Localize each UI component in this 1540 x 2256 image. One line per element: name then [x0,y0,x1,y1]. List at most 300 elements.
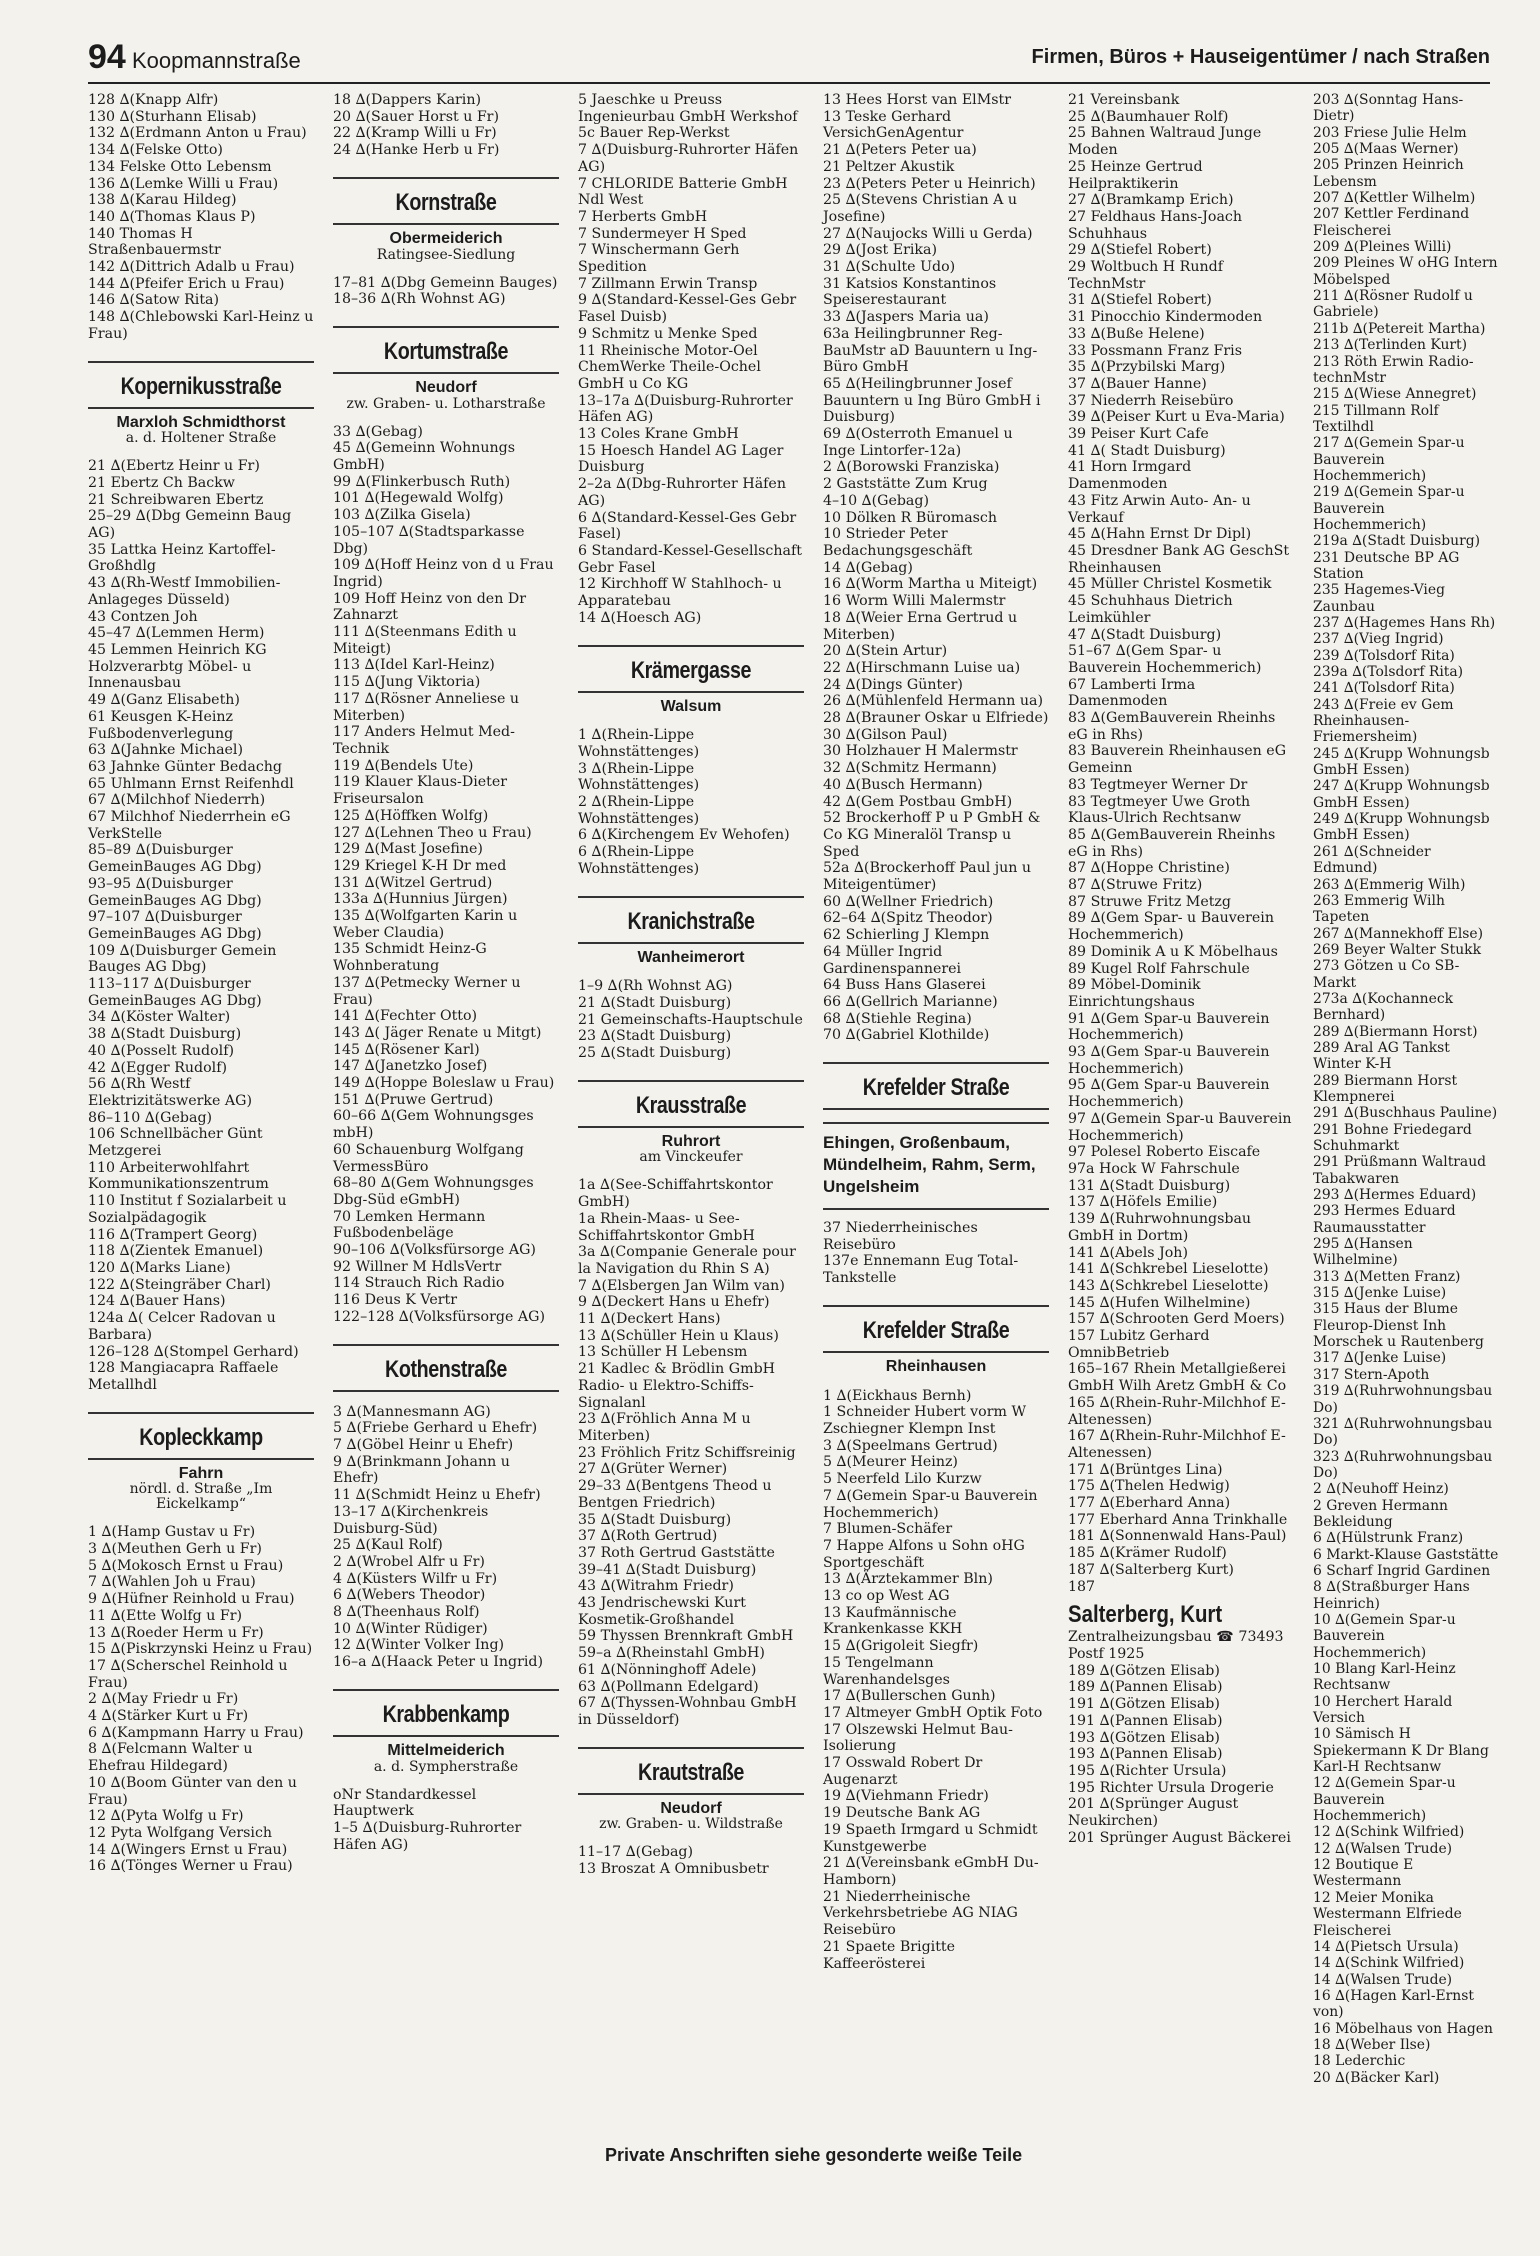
directory-entry: 21 Peltzer Akustik [823,158,955,175]
directory-entry: 7 Happe Alfons u Sohn oHG Sportgeschäft [823,1537,1025,1571]
directory-entry: 122 ∆(Steingräber Charl) [88,1276,271,1293]
directory-entry: 6 Scharf Ingrid Gardinen [1313,1562,1491,1579]
directory-entry: 6 Markt-Klause Gaststätte [1313,1546,1499,1563]
directory-entry: 7 ∆(Duisburg-Ruhrorter Häfen AG) [578,142,799,175]
directory-entry: 9 ∆(Hüfner Reinhold u Frau) [88,1591,295,1608]
directory-entry: 21 Gemeinschafts-Hauptschule [578,1011,803,1028]
street-name: Krausstraße [635,1091,747,1119]
directory-entry: 14 ∆(Wingers Ernst u Frau) [88,1841,288,1858]
directory-entry: 19 Deutsche Bank AG [823,1805,981,1822]
heading-rule [578,1126,804,1128]
street-heading [88,1412,314,1513]
directory-entry: 4 ∆(Küsters Wilfr u Fr) [333,1570,498,1587]
heading-rule [823,1351,1049,1353]
directory-entry: 63 ∆(Pollmann Edelgard) [578,1678,759,1695]
directory-entry: 38 ∆(Stadt Duisburg) [88,1026,242,1043]
directory-entry: 59–a ∆(Rheinstahl GmbH) [578,1645,765,1662]
directory-entry: 10 Blang Karl-Heinz Rechtsanw [1313,1661,1456,1694]
street-name: Kopernikusstraße [120,372,282,400]
directory-entry: 68 ∆(Stiehle Regina) [823,1010,972,1027]
directory-entry: 12 Meier Monika Westermann Elfriede Fleischerei [1313,1889,1462,1939]
directory-entry: 209 ∆(Pleines Willi) [1313,239,1452,256]
directory-entry: 28 ∆(Brauner Oskar u Elfriede) [823,710,1049,727]
directory-entry: 33 ∆(Jaspers Maria ua) [823,309,989,326]
running-title: Koopmannstraße [132,48,301,73]
street-heading [578,1747,804,1833]
directory-entry: 61 ∆(Nönninghoff Adele) [578,1661,757,1678]
directory-entry: 59 Thyssen Brennkraft GmbH [578,1628,794,1645]
directory-entry: 43 Contzen Joh [88,608,198,625]
directory-entry: 6 ∆(Hülstrunk Franz) [1313,1530,1464,1547]
directory-entry: 42 ∆(Gem Postbau GmbH) [823,793,1013,810]
directory-entry: 7 Blumen-Schäfer [823,1521,953,1538]
heading-rule [88,407,314,409]
directory-entry: 273a ∆(Kochanneck Bernhard) [1313,990,1454,1024]
directory-entry: 14 ∆(Hoesch AG) [578,609,702,626]
directory-entry: 67 Milchhof Niederrhein eG VerkStelle [88,809,291,842]
directory-entry: 47 ∆(Stadt Duisburg) [1068,626,1222,643]
directory-entry: 239 ∆(Tolsdorf Rita) [1313,647,1455,664]
street-section: zw. Graben- u. Lotharstraße [346,395,546,412]
directory-entry: 16 ∆(Tönges Werner u Frau) [88,1858,293,1875]
street-heading [578,1080,804,1166]
directory-entry: 317 ∆(Jenke Luise) [1313,1350,1447,1367]
directory-entry: 18 ∆(Weber Ilse) [1313,2036,1431,2053]
directory-entry: 64 Müller Ingrid Gardinenspannerei [823,943,962,977]
directory-entry: 35 ∆(Przybilski Marg) [1068,359,1226,376]
directory-entry: 261 ∆(Schneider Edmund) [1313,843,1431,877]
street-section: Ratingsee-Siedlung [376,246,516,263]
directory-entry: 31 Pinocchio Kindermoden [1068,309,1263,326]
directory-entry: 63a Heilingbrunner Reg-BauMstr aD Bauuntern u Ing-Büro GmbH [823,325,1038,376]
page-header [88,38,1490,80]
directory-entry: 143 ∆(Schkrebel Lieselotte) [1068,1277,1269,1294]
street-section: am Vinckeufer [639,1149,743,1166]
directory-entry: 9 ∆(Deckert Hans u Ehefr) [578,1294,770,1311]
directory-entry: 187 [1068,1578,1096,1595]
directory-entry: 13 Kaufmännische Krankenkasse KKH [823,1604,963,1638]
directory-entry: 20 ∆(Bäcker Karl) [1313,2069,1440,2086]
heading-rule [88,1458,314,1460]
directory-entry: 18 Lederchic [1313,2053,1406,2070]
directory-entry: 7 ∆(Wahlen Joh u Frau) [88,1574,256,1591]
heading-rule [578,942,804,944]
directory-entry: 205 Prinzen Heinrich Lebensm [1313,157,1464,190]
directory-entry: 30 ∆(Gilson Paul) [823,726,948,743]
directory-entry: 7 Zillmann Erwin Transp [578,275,758,292]
directory-entry: 67 ∆(Thyssen-Wohnbau GmbH in Düsseldorf) [578,1695,797,1728]
street-name: Kortumstraße [383,337,509,365]
heading-rule [333,1689,559,1691]
directory-entry: 317 Stern-Apoth [1313,1366,1430,1383]
directory-entry: 45 ∆(Gemeinn Wohnungs GmbH) [333,440,515,474]
directory-entry: 65 ∆(Heilingbrunner Josef Bauuntern u Ing Büro GmbH i Duisburg) [823,375,1041,426]
directory-entry: 143 ∆( Jäger Renate u Mitgt) [333,1024,542,1041]
directory-entry: 219 ∆(Gemein Spar-u Bauverein Hochemmerich) [1313,484,1465,533]
street-section: nördl. d. Straße „Im Eickelkamp“ [129,1481,273,1513]
directory-entry: 128 Mangiacapra Raffaele Metallhdl [88,1360,279,1393]
heading-rule [333,372,559,374]
directory-entry: 263 Emmerig Wilh Tapeten [1313,892,1445,926]
directory-entry: 31 Katsios Konstantinos Speiserestaurant [823,275,997,309]
directory-entry: 16 ∆(Hagen Karl-Ernst von) [1313,1987,1474,2021]
directory-entry: 193 ∆(Pannen Elisab) [1068,1746,1223,1763]
directory-entry: 141 ∆(Schkrebel Lieselotte) [1068,1261,1269,1278]
heading-rule [823,1305,1049,1307]
directory-entry: 6 ∆(Kampmann Harry u Frau) [88,1724,304,1741]
directory-entry: 117 Anders Helmut Med-Technik [333,724,515,757]
directory-entry: 135 Schmidt Heinz-G Wohnberatung [333,941,487,975]
directory-entry: 29 ∆(Stiefel Robert) [1068,242,1212,259]
directory-entry: 97 ∆(Gemein Spar-u Bauverein Hochemmerich) [1068,1110,1292,1144]
directory-entry: 6 Standard-Kessel-Gesellschaft Gebr Fasel [578,542,802,576]
directory-entry: 6 ∆(Rhein-Lippe Wohnstättenges) [578,844,700,877]
directory-entry: 211 ∆(Rösner Rudolf u Gabriele) [1313,288,1473,321]
directory-entry: 87 ∆(Struwe Fritz) [1068,877,1203,894]
directory-entry: 30 Holzhauer H Malermstr [823,743,1018,760]
directory-entry: 39–41 ∆(Stadt Duisburg) [578,1561,757,1578]
directory-entry: 15 Hoesch Handel AG Lager Duisburg [578,442,784,476]
street-section: a. d. Sympherstraße [373,1758,519,1775]
directory-entry: 119 ∆(Bendels Ute) [333,757,474,774]
directory-entry: 62–64 ∆(Spitz Theodor) [823,910,993,927]
directory-entry: 1 Schneider Hubert vorm W Zschiegner Klempn Inst [823,1404,1027,1437]
directory-entry: 1–9 ∆(Rh Wohnst AG) [578,978,733,995]
directory-entry: 13 Hees Horst van ElMstr [823,92,1012,108]
directory-entry: 23 Fröhlich Fritz Schiffsreinig [578,1444,796,1461]
directory-entry: 189 ∆(Götzen Elisab) [1068,1662,1220,1679]
street-heading [823,1062,1049,1110]
directory-entry: 289 Biermann Horst Klempnerei [1313,1072,1458,1105]
directory-entry: 60–66 ∆(Gem Wohnungsges mbH) [333,1108,534,1142]
directory-entry: 137 ∆(Petmecky Werner u Frau) [333,974,521,1008]
street-name: Krefelder Straße [862,1074,1010,1102]
directory-entry: 6 ∆(Standard-Kessel-Ges Gebr Fasel) [578,509,797,543]
directory-entry: 10 Strieder Peter Bedachungsgeschäft [823,526,973,559]
directory-entry: 3 ∆(Mannesmann AG) [333,1403,491,1420]
directory-entry: 13 ∆(Ärztekammer Bln) [823,1571,993,1588]
directory-entry: 157 Lubitz Gerhard OmnibBetrieb [1068,1328,1210,1361]
directory-entry: 116 Deus K Vertr [333,1292,458,1309]
directory-entry: 295 ∆(Hansen Wilhelmine) [1313,1236,1413,1269]
directory-entry: 323 ∆(Ruhrwohnungsbau Do) [1313,1448,1493,1481]
directory-entry: 70 ∆(Gabriel Klothilde) [823,1027,990,1044]
directory-entry: 1–5 ∆(Duisburg-Ruhrorter Häfen AG) [333,1819,522,1853]
directory-entry: 213 ∆(Terlinden Kurt) [1313,337,1468,354]
directory-entry: 21 ∆(Ebertz Heinr u Fr) [88,458,260,475]
directory-entry: 23 ∆(Stadt Duisburg) [578,1028,732,1045]
heading-rule [333,1735,559,1737]
directory-entry: 13 Teske Gerhard VersichGenAgentur [823,108,964,142]
directory-entry: 45 Dresdner Bank AG GeschSt Rheinhausen [1068,542,1290,576]
directory-entry: 14 ∆(Schink Wilfried) [1313,1955,1465,1972]
directory-entry: 106 Schnellbächer Günt Metzgerei [88,1126,263,1160]
directory-entry: 21 ∆(Vereinsbank eGmbH Du-Hamborn) [823,1855,1039,1888]
directory-entry: 45–47 ∆(Lemmen Herm) [88,625,265,642]
directory-entry: 209 Pleines W oHG Intern Möbelsped [1313,255,1498,288]
header-rule [88,82,1490,84]
district-name: Marxloh Schmidthorst [116,413,286,431]
directory-entry: 33 Possmann Franz Fris [1068,342,1242,359]
directory-entry: 21 Niederrheinische Verkehrsbetriebe AG NIAG Reisebüro [823,1888,1018,1939]
directory-entry: 83 ∆(GemBauverein Rheinhs eG in Rhs) [1068,710,1276,743]
directory-entry: 137 ∆(Höfels Emilie) [1068,1194,1218,1211]
directory-entry: 293 Hermes Eduard Raumausstatter [1313,1203,1456,1236]
directory-entry: 37 ∆(Bauer Hanne) [1068,375,1207,392]
directory-entry: 97–107 ∆(Duisburger GemeinBauges AG Dbg) [88,909,262,942]
directory-entry: 12 ∆(Walsen Trude) [1313,1840,1453,1857]
directory-entry: 22 ∆(Kramp Willi u Fr) [333,125,497,142]
directory-entry: 41 ∆( Stadt Duisburg) [1068,442,1226,459]
directory-entry: 41 Horn Irmgard Damenmoden [1068,459,1192,493]
directory-entry: 109 Hoff Heinz von den Dr Zahnarzt [333,590,527,624]
directory-entry: 263 ∆(Emmerig Wilh) [1313,876,1466,893]
street-section: zw. Graben- u. Wildstraße [599,1816,783,1833]
directory-entry: 13 Coles Krane GmbH [578,426,739,443]
directory-entry: 145 ∆(Rösener Karl) [333,1041,480,1058]
directory-entry: 291 Bohne Friedegard Schuhmarkt [1313,1121,1472,1154]
district-name: Obermeiderich [389,229,503,247]
directory-entry: 241 ∆(Tolsdorf Rita) [1313,680,1455,697]
directory-entry: 60 ∆(Wellner Friedrich) [823,893,994,910]
directory-entry: 37 Niederrheinisches Reisebüro [823,1220,978,1253]
directory-entry: 237 ∆(Hagemes Hans Rh) [1313,615,1496,631]
directory-entry: 129 Kriegel K-H Dr med [333,857,507,874]
directory-entry: 17 Altmeyer GmbH Optik Foto [823,1704,1043,1721]
directory-entry: 5 ∆(Mokosch Ernst u Frau) [88,1557,284,1574]
directory-entry: 1a Rhein-Maas- u See-Schiffahrtskontor GmbH [578,1210,755,1244]
street-name: Kopleckkamp [139,1423,263,1451]
directory-entry: 21 ∆(Peters Peter ua) [823,142,977,159]
directory-entry: 31 ∆(Schulte Udo) [823,259,956,276]
directory-entry: 68–80 ∆(Gem Wohnungsges Dbg-Süd eGmbH) [333,1175,534,1208]
directory-entry: 201 ∆(Sprünger August Neukirchen) [1068,1796,1239,1830]
directory-entry: 91 ∆(Gem Spar-u Bauverein Hochemmerich) [1068,1010,1270,1044]
directory-entry: 132 ∆(Erdmann Anton u Frau) [88,125,307,142]
directory-entry: 63 Jahnke Günter Bedachg [88,758,283,775]
directory-entry: 9 ∆(Brinkmann Johann u Ehefr) [333,1453,510,1487]
directory-entry: 14 ∆(Walsen Trude) [1313,1971,1453,1988]
column-3 [578,92,804,1878]
directory-entry: 99 ∆(Flinkerbusch Ruth) [333,473,511,490]
directory-entry: 15 ∆(Grigoleit Siegfr) [823,1638,979,1655]
directory-entry: 42 ∆(Egger Rudolf) [88,1059,227,1076]
heading-rule [88,361,314,363]
directory-entry: 43 ∆(Witrahm Friedr) [578,1578,734,1595]
directory-entry: 4 ∆(Stärker Kurt u Fr) [88,1708,249,1725]
directory-entry: 130 ∆(Sturhann Elisab) [88,108,257,125]
directory-entry: 14 ∆(Gebag) [823,559,913,576]
directory-entry: 211b ∆(Petereit Martha) [1313,320,1486,337]
district-name: Walsum [660,697,722,715]
directory-entry: Zentralheizungsbau ☎ 73493 Postf 1925 [1068,1629,1284,1662]
directory-entry: 20 ∆(Stein Artur) [823,643,948,660]
directory-entry: 201 Sprünger August Bäckerei [1068,1829,1291,1846]
directory-entry: 4–10 ∆(Gebag) [823,492,930,509]
directory-entry: 231 Deutsche BP AG Station [1313,549,1460,582]
street-heading [823,1305,1049,1376]
directory-entry: 8 ∆(Felcmann Walter u Ehefrau Hildegard) [88,1741,253,1775]
directory-entry: 185 ∆(Krämer Rudolf) [1068,1545,1227,1562]
directory-entry: 124 ∆(Bauer Hans) [88,1293,226,1310]
street-name: Krefelder Straße [862,1316,1010,1344]
directory-entry: 23 ∆(Fröhlich Anna M u Miterben) [578,1411,751,1444]
directory-entry: 65 Uhlmann Ernst Reifenhdl [88,775,294,792]
directory-entry: 177 ∆(Eberhard Anna) [1068,1495,1231,1512]
directory-entry: 2 Greven Hermann Bekleidung [1313,1497,1448,1530]
directory-entry: 19 Spaeth Irmgard u Schmidt Kunstgewerbe [823,1821,1038,1855]
directory-entry: 14 ∆(Pietsch Ursula) [1313,1938,1459,1955]
directory-entry: 37 Niederrh Reisebüro [1068,392,1234,409]
directory-entry: 43 Fitz Arwin Auto- An- u Verkauf [1068,492,1251,526]
directory-entry: 7 CHLORIDE Batterie GmbH Ndl West [578,175,788,209]
directory-entry: 321 ∆(Ruhrwohnungsbau Do) [1313,1415,1493,1449]
directory-entry: 11 ∆(Schmidt Heinz u Ehefr) [333,1487,541,1504]
street-section: a. d. Holtener Straße [125,430,277,447]
directory-entry: 23 ∆(Peters Peter u Heinrich) [823,175,1036,192]
directory-entry: 64 Buss Hans Glaserei [823,977,986,994]
directory-entry: 167 ∆(Rhein-Ruhr-Milchhof E-Altenessen) [1068,1428,1286,1461]
directory-entry: 33 ∆(Gebag) [333,423,423,440]
directory-entry: 122–128 ∆(Volksfürsorge AG) [333,1308,545,1325]
directory-entry: 18 ∆(Weier Erna Gertrud u Miterben) [823,609,1018,643]
directory-entry: 16 Worm Willi Malermstr [823,593,1006,610]
directory-entry: 247 ∆(Krupp Wohnungsb GmbH Essen) [1313,778,1490,811]
directory-entry: 207 ∆(Kettler Wilhelm) [1313,190,1476,207]
directory-entry: 27 ∆(Bramkamp Erich) [1068,192,1234,209]
directory-entry: 219a ∆(Stadt Duisburg) [1313,533,1481,550]
directory-entry: 171 ∆(Brüntges Lina) [1068,1461,1223,1478]
district-list: Ehingen, Großenbaum, Mündelheim, Rahm, Serm, Ungelsheim [823,1122,1049,1210]
street-name: Krämergasse [630,656,752,684]
directory-entry: 147 ∆(Janetzko Josef) [333,1058,488,1075]
directory-entry: 113 ∆(Idel Karl-Heinz) [333,657,495,674]
directory-entry: 6 ∆(Kirchengem Ev Wehofen) [578,827,790,844]
directory-entry: 19 ∆(Viehmann Friedr) [823,1788,989,1805]
directory-entry: 1 ∆(Eickhaus Bernh) [823,1387,972,1404]
directory-entry: 62 Schierling J Klempn [823,927,990,944]
directory-entry: 7 Sundermeyer H Sped [578,225,747,242]
directory-entry: 237 ∆(Vieg Ingrid) [1313,631,1444,648]
directory-entry: 141 ∆(Abels Joh) [1068,1244,1188,1261]
column-6 [1313,92,1499,2086]
directory-entry: 20 ∆(Sauer Horst u Fr) [333,108,500,125]
directory-entry: 60 Schauenburg Wolfgang VermessBüro [333,1141,524,1175]
directory-entry: 25 ∆(Stadt Duisburg) [578,1045,732,1062]
directory-entry: 25 ∆(Stevens Christian A u Josefine) [823,192,1017,225]
directory-entry: 3a ∆(Companie Generale pour la Navigation du Rhin S A) [578,1244,796,1277]
directory-entry: 87 ∆(Hoppe Christine) [1068,860,1230,877]
directory-entry: 119 Klauer Klaus-Dieter Friseursalon [333,774,508,808]
directory-entry: 140 Thomas H Straßenbauermstr [88,225,221,259]
directory-entry: 32 ∆(Schmitz Hermann) [823,760,997,777]
directory-entry: 17 Olszewski Helmut Bau-Isolierung [823,1721,1013,1755]
street-heading [578,645,804,716]
directory-entry: 2 ∆(May Friedr u Fr) [88,1691,239,1708]
directory-entry: 269 Beyer Walter Stukk [1313,941,1482,958]
directory-entry: 10 ∆(Winter Rüdiger) [333,1620,488,1637]
directory-entry: 2 ∆(Rhein-Lippe Wohnstättenges) [578,794,700,827]
directory-entry: 67 Lamberti Irma Damenmoden [1068,676,1196,710]
directory-entry: 138 ∆(Karau Hildeg) [88,192,237,209]
directory-entry: 21 Schreibwaren Ebertz [88,491,264,508]
directory-entry: 89 Dominik A u K Möbelhaus [1068,943,1278,960]
directory-entry: 10 Dölken R Büromasch [823,509,998,526]
directory-entry: 134 Felske Otto Lebensm [88,158,272,175]
directory-entry: 289 Aral AG Tankst Winter K-H [1313,1039,1450,1073]
directory-entry: 93 ∆(Gem Spar-u Bauverein Hochemmerich) [1068,1044,1270,1077]
heading-rule [578,1793,804,1795]
directory-entry: 205 ∆(Maas Werner) [1313,141,1459,158]
directory-entry: 25 ∆(Baumhauer Rolf) [1068,108,1229,125]
directory-entry: 63 ∆(Jahnke Michael) [88,742,244,759]
directory-entry: 24 ∆(Dings Günter) [823,676,963,693]
directory-entry: 140 ∆(Thomas Klaus P) [88,208,256,225]
directory-entry: 12 ∆(Pyta Wolfg u Fr) [88,1808,244,1825]
directory-entry: 315 Haus der Blume Fleurop-Dienst Inh Morschek u Rautenberg [1313,1301,1484,1351]
street-heading [333,326,559,412]
street-name: Kranichstraße [627,907,755,935]
directory-entry: 27 Feldhaus Hans-Joach Schuhhaus [1068,208,1242,242]
street-heading [333,1344,559,1392]
directory-entry: 2 ∆(Neuhoff Heinz) [1313,1481,1449,1498]
directory-entry: 203 ∆(Sonntag Hans-Dietr) [1313,92,1464,125]
directory-entry: 67 ∆(Milchhof Niederrh) [88,792,266,809]
directory-entry: 165–167 Rhein Metallgießerei GmbH Wilh Aretz GmbH & Co [1068,1361,1287,1395]
directory-entry: 191 ∆(Götzen Elisab) [1068,1696,1220,1713]
directory-entry: 3 ∆(Rhein-Lippe Wohnstättenges) [578,760,700,794]
directory-entry: 116 ∆(Trampert Georg) [88,1226,258,1243]
directory-entry: 89 Möbel-Dominik Einrichtungshaus [1068,977,1201,1010]
directory-entry: 105–107 ∆(Stadtsparkasse Dbg) [333,523,525,557]
directory-entry: 146 ∆(Satow Rita) [88,292,220,309]
directory-entry: 193 ∆(Götzen Elisab) [1068,1729,1220,1746]
directory-entry: 111 ∆(Steenmans Edith u Miteigt) [333,624,517,657]
directory-entry: 97a Hock W Fahrschule [1068,1161,1240,1177]
directory-entry: 133a ∆(Hunnius Jürgen) [333,891,508,908]
heading-rule [333,177,559,179]
directory-entry: 127 ∆(Lehnen Theo u Frau) [333,824,532,841]
directory-entry: 213 Röth Erwin Radio-technMstr [1313,353,1474,386]
directory-entry: 10 Herchert Harald Versich [1313,1693,1453,1727]
directory-entry: 69 ∆(Osterroth Emanuel u Inge Lintorfer-12a) [823,426,1013,459]
column-1 [88,92,314,1875]
directory-entry: 101 ∆(Hegewald Wolfg) [333,490,504,507]
directory-entry: 148 ∆(Chlebowski Karl-Heinz u Frau) [88,309,314,342]
directory-entry: 37 Roth Gertrud Gaststätte [578,1544,775,1561]
directory-entry: 13–17a ∆(Duisburg-Ruhrorter Häfen AG) [578,392,793,426]
directory-entry: 25 Heinze Gertrud Heilpraktikerin [1068,158,1203,192]
directory-entry: 136 ∆(Lemke Willi u Frau) [88,175,279,192]
directory-entry: 2 Gaststätte Zum Krug [823,476,988,493]
directory-entry: 289 ∆(Biermann Horst) [1313,1023,1478,1040]
directory-entry: 2 ∆(Wrobel Alfr u Fr) [333,1553,485,1570]
directory-entry: 144 ∆(Pfeifer Erich u Frau) [88,275,285,292]
district-name: Fahrn [178,1464,224,1482]
directory-entry: 126–128 ∆(Stompel Gerhard) [88,1343,299,1360]
directory-entry: 10 Sämisch H Spiekermann K Dr Blang Karl-H Rechtsanw [1313,1726,1489,1776]
directory-entry: 243 ∆(Freie ev Gem Rheinhausen-Friemersheim) [1313,696,1454,746]
directory-entry: 35 Lattka Heinz Kartoffel-Großhdlg [88,541,276,575]
directory-entry: 29 Woltbuch H Rundf TechnMstr [1068,259,1223,292]
directory-entry: 7 ∆(Göbel Heinr u Ehefr) [333,1437,514,1453]
directory-entry: 40 ∆(Posselt Rudolf) [88,1042,234,1059]
directory-entry: 9 ∆(Standard-Kessel-Ges Gebr Fasel Duisb) [578,292,797,326]
heading-rule [578,645,804,647]
directory-entry: 7 ∆(Elsbergen Jan Wilm van) [578,1277,785,1294]
directory-entry: 5 Neerfeld Lilo Kurzw [823,1471,982,1488]
district-name: Neudorf [660,1799,722,1817]
